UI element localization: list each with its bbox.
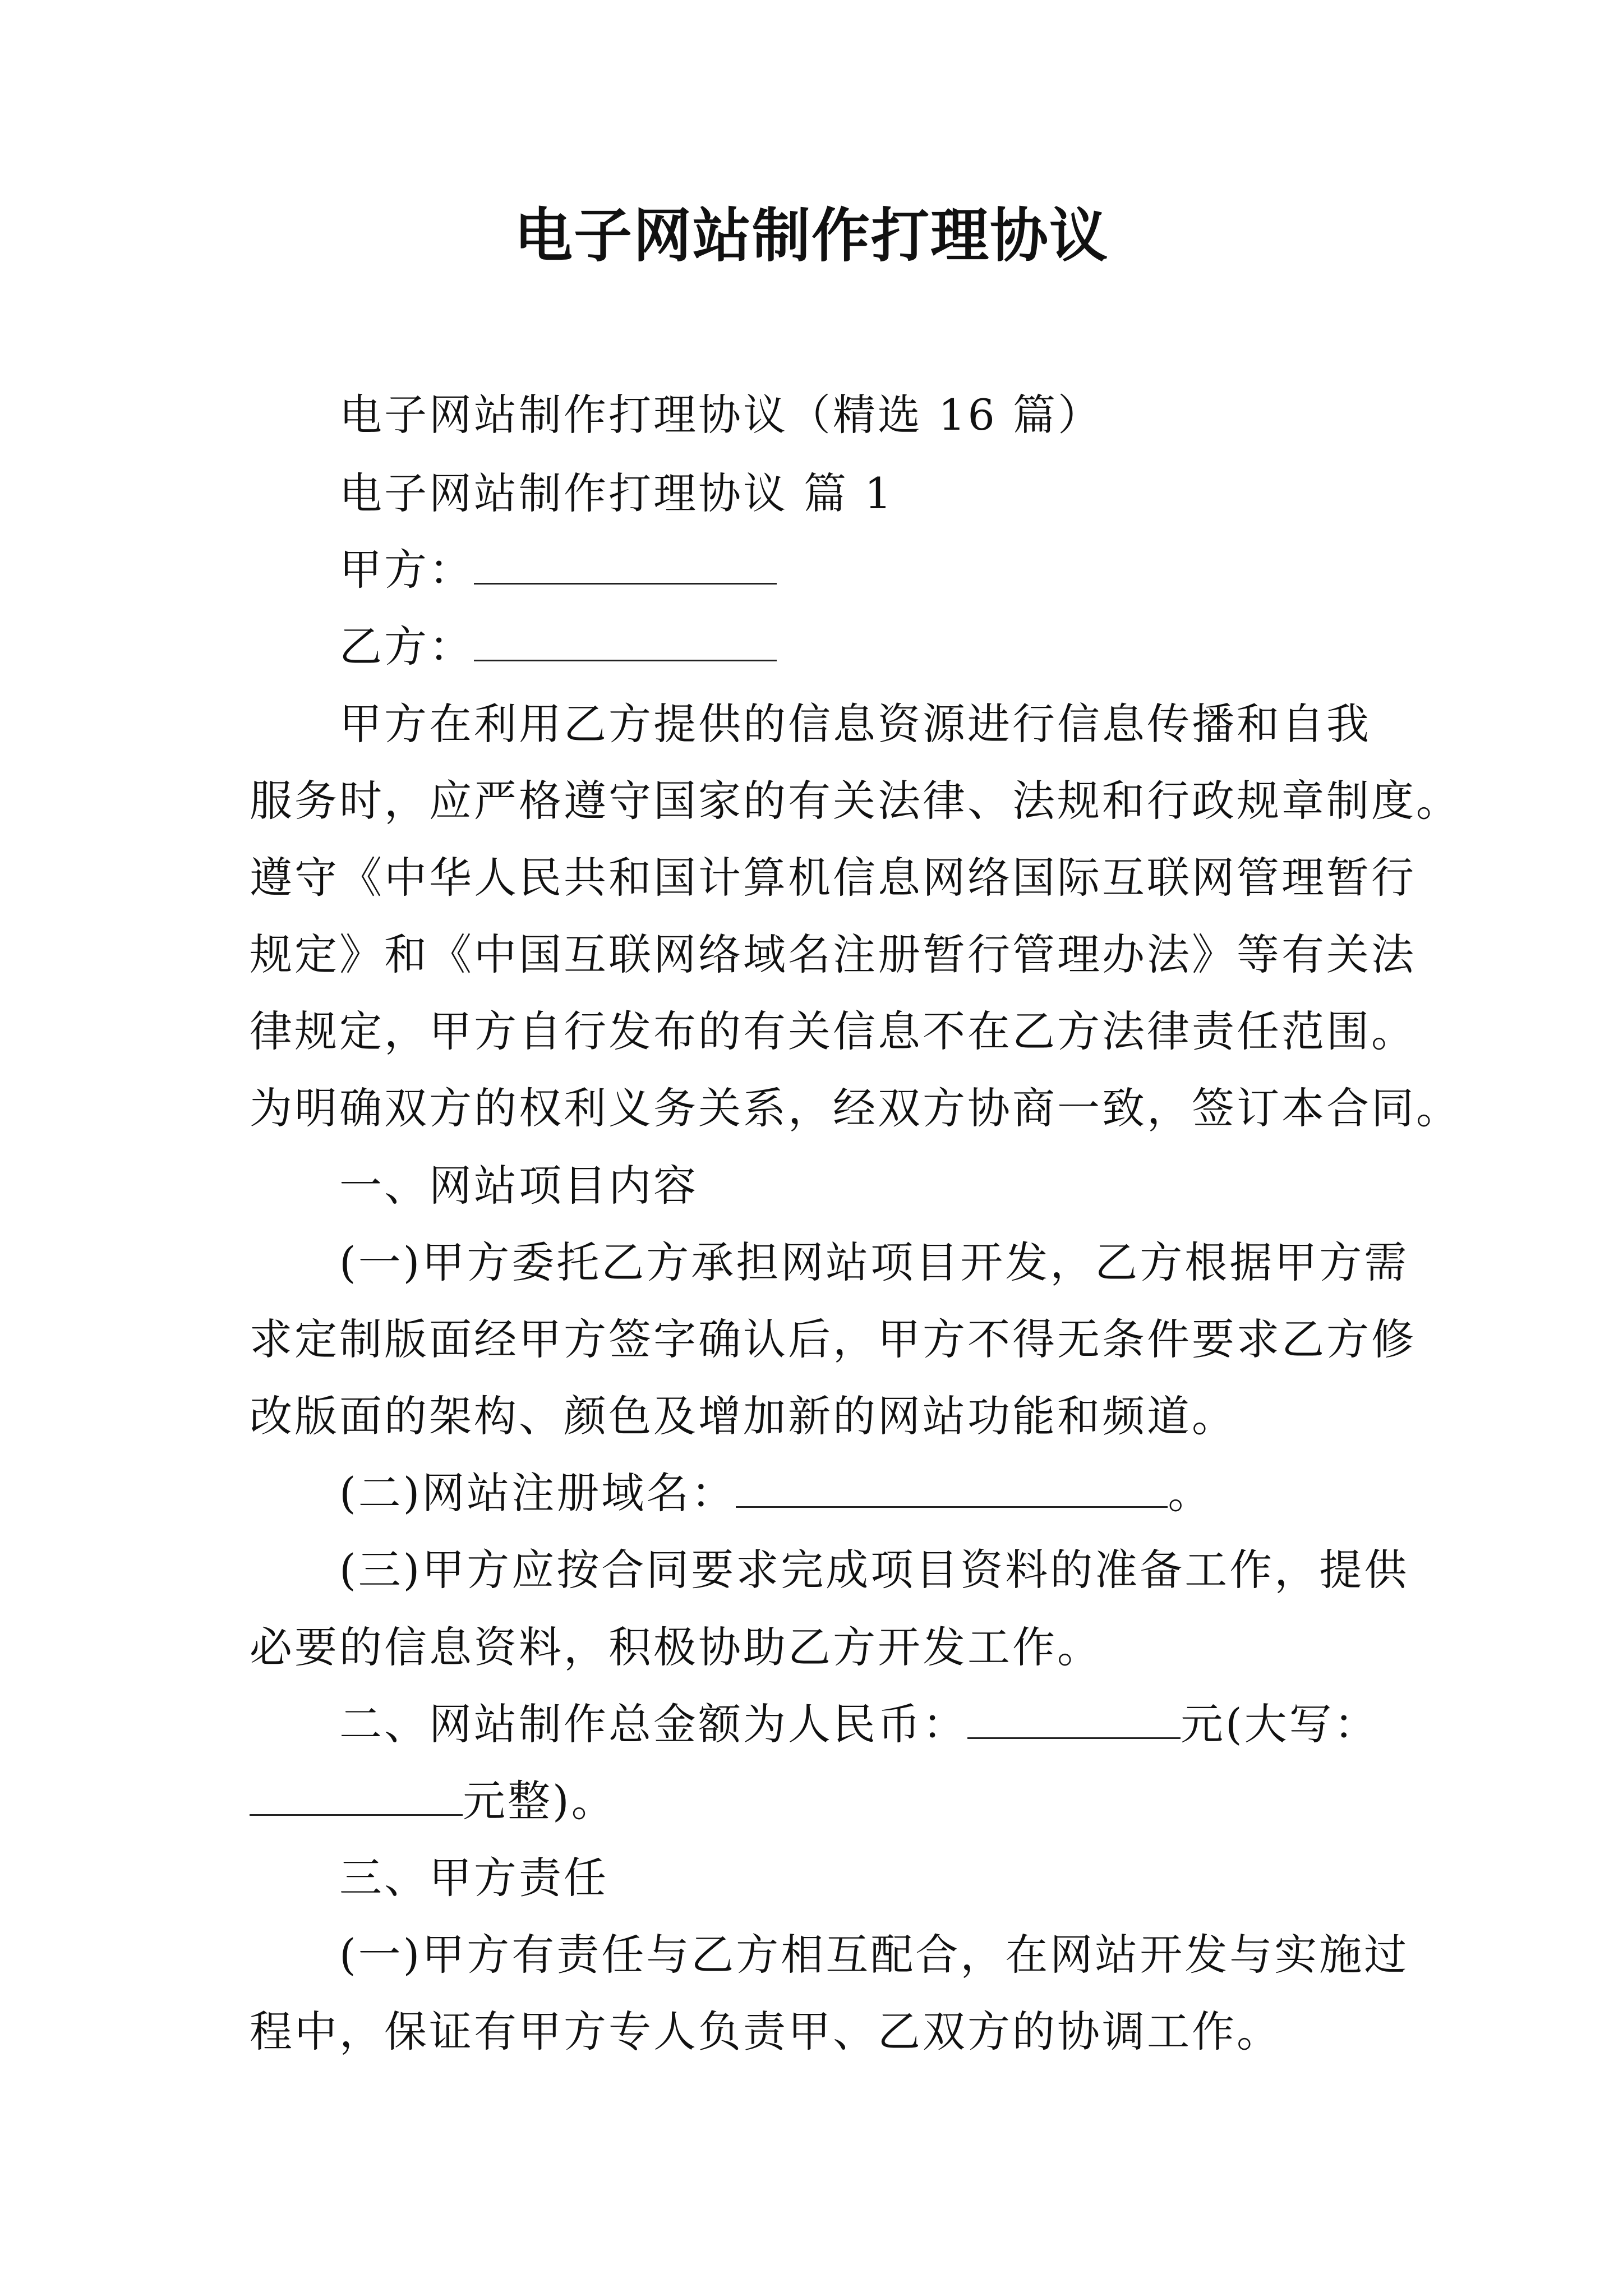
- paragraph-line: 规定》和《中国互联网络域名注册暂行管理办法》等有关法: [250, 930, 1416, 979]
- paragraph-line: 甲方在利用乙方提供的信息资源进行信息传播和自我: [339, 699, 1371, 749]
- domain-label: (二)网站注册域名：: [339, 1468, 736, 1518]
- document-title: 电子网站制作打理协议: [514, 201, 1109, 270]
- paragraph-line: 改版面的架构、颜色及增加新的网站功能和频道。: [250, 1391, 1237, 1441]
- amount-label: 二、网站制作总金额为人民币：: [339, 1699, 967, 1749]
- party-a-blank: [474, 546, 777, 585]
- party-b-line: [339, 620, 777, 674]
- collection-subtitle: 电子网站制作打理协议（精选 16 篇）: [339, 390, 1103, 440]
- party-a-line: [339, 543, 777, 597]
- amount-line: 二、网站制作总金额为人民币： 元(大写：: [339, 1699, 1379, 1749]
- party-b-label: 乙方：: [339, 622, 474, 671]
- section-heading-3: 三、甲方责任: [339, 1853, 608, 1903]
- paragraph-line: 服务时，应严格遵守国家的有关法律、法规和行政规章制度。: [250, 776, 1461, 826]
- paragraph-line: 律规定，甲方自行发布的有关信息不在乙方法律责任范围。: [250, 1006, 1416, 1056]
- section-heading-part-1: 电子网站制作打理协议 篇 1: [339, 468, 894, 518]
- section-heading-1: 一、网站项目内容: [339, 1161, 698, 1211]
- paragraph-line: 求定制版面经甲方签字确认后，甲方不得无条件要求乙方修: [250, 1314, 1416, 1364]
- paragraph-line: (三)甲方应按合同要求完成项目资料的准备工作，提供: [339, 1545, 1409, 1595]
- amount-uppercase-blank: [250, 1777, 463, 1816]
- amount-blank: [967, 1700, 1181, 1739]
- domain-line: (二)网站注册域名： 。: [339, 1468, 1213, 1518]
- party-a-label: 甲方：: [339, 545, 474, 595]
- paragraph-line: (一)甲方有责任与乙方相互配合，在网站开发与实施过: [339, 1930, 1409, 1980]
- domain-blank: [736, 1469, 1168, 1508]
- paragraph-line: 遵守《中华人民共和国计算机信息网络国际互联网管理暂行: [250, 853, 1416, 903]
- party-b-blank: [474, 623, 777, 661]
- amount-uppercase-line: 元整)。: [250, 1774, 616, 1828]
- paragraph-line: 程中，保证有甲方专人负责甲、乙双方的协调工作。: [250, 2007, 1281, 2056]
- paragraph-line: (一)甲方委托乙方承担网站项目开发，乙方根据甲方需: [339, 1237, 1409, 1287]
- paragraph-line: 为明确双方的权利义务关系，经双方协商一致，签订本合同。: [250, 1083, 1461, 1133]
- paragraph-line: 必要的信息资料，积极协助乙方开发工作。: [250, 1622, 1102, 1672]
